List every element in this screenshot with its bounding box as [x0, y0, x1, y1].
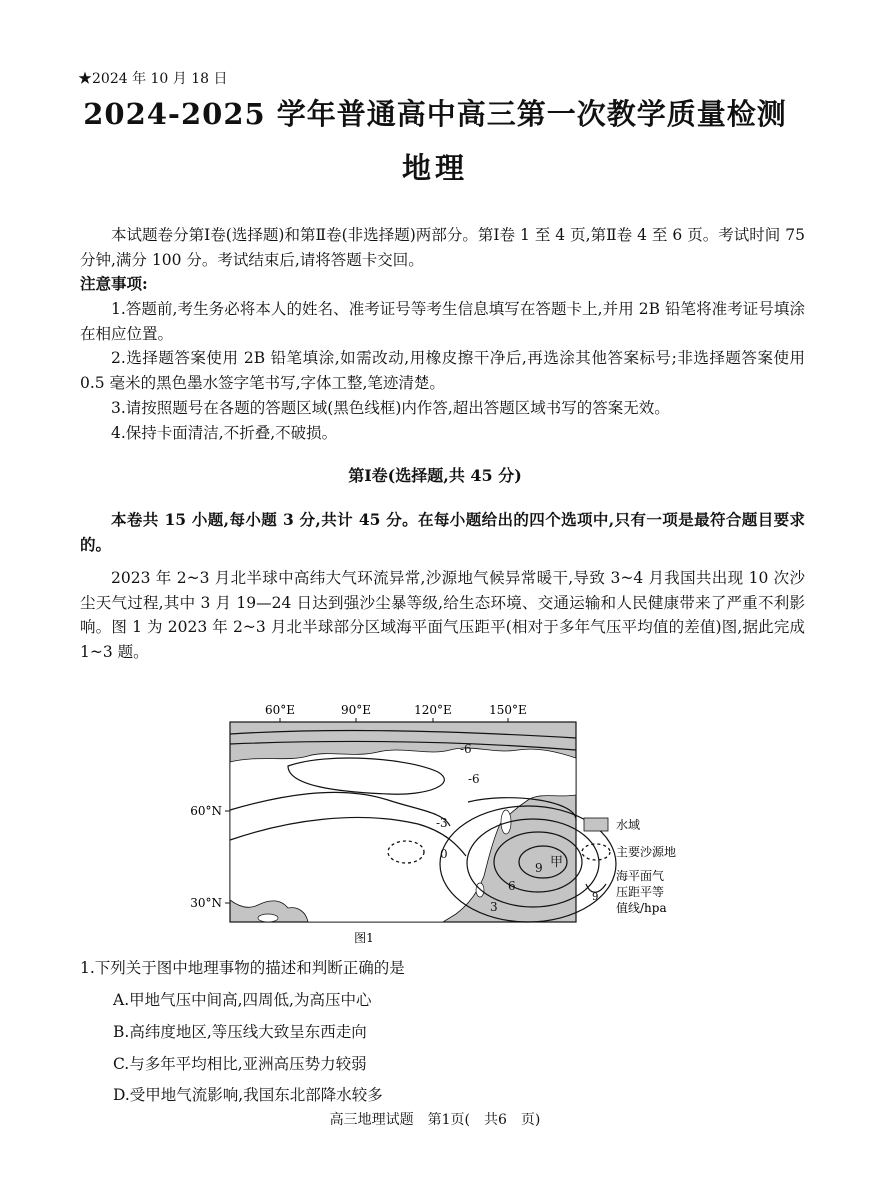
contour-label: 9 — [535, 861, 543, 875]
legend-water-label: 水域 — [616, 818, 641, 832]
question-1-option-c[interactable]: C.与多年平均相比,亚洲高压势力较弱 — [113, 1055, 367, 1073]
lat-label-30n: 30°N — [190, 896, 222, 910]
contour-label: -6 — [460, 742, 472, 756]
legend-isobar-label-line2: 压距平等 — [616, 885, 665, 899]
lon-label-60e: 60°E — [264, 703, 296, 717]
legend-dust-label: 主要沙源地 — [616, 845, 677, 859]
exam-intro: 本试题卷分第Ⅰ卷(选择题)和第Ⅱ卷(非选择题)两部分。第Ⅰ卷 1 至 4 页,第Ⅱ卷 4 至 6 页。考试时间 75 分钟,满分 100 分。考试结束后,请将答题卡交回。 — [80, 226, 805, 269]
contour-label: 3 — [490, 900, 498, 914]
question-1-stem: 1.下列关于图中地理事物的描述和判断正确的是 — [80, 959, 405, 977]
exam-subject: 地理 — [401, 151, 468, 185]
contour-label: -3 — [436, 816, 448, 830]
legend-isobar-sample-value: 9 — [592, 892, 599, 903]
section-title: 第Ⅰ卷(选择题,共 45 分) — [348, 466, 522, 485]
contour-label: 0 — [440, 847, 448, 861]
place-label-jia: 甲 — [550, 855, 564, 870]
lat-label-60n: 60°N — [190, 804, 222, 818]
island — [258, 914, 278, 922]
page-footer: 高三地理试题 第1页( 共6 页) — [329, 1112, 541, 1128]
notes-heading: 注意事项: — [80, 274, 148, 293]
lon-label-120e: 120°E — [414, 703, 452, 717]
section-instruction: 本卷共 15 小题,每小题 3 分,共计 45 分。在每小题给出的四个选项中,只有一项是最符合题目要求的。 — [80, 510, 805, 554]
note-1: 1.答题前,考生务必将本人的姓名、准考证号等考生信息填写在答题卡上,并用 2B 铅笔将准考证号填涂在相应位置。 — [80, 300, 805, 343]
question-1-option-d[interactable]: D.受甲地气流影响,我国东北部降水较多 — [113, 1086, 383, 1104]
legend-water-swatch — [584, 818, 608, 831]
exam-title: 2024-2025 学年普通高中高三第一次教学质量检测 — [83, 97, 787, 131]
question-1-option-a[interactable]: A.甲地气压中间高,四周低,为高压中心 — [113, 991, 372, 1009]
note-4: 4.保持卡面清洁,不折叠,不破损。 — [111, 424, 338, 442]
contour-label: -6 — [468, 772, 480, 786]
passage: 2023 年 2~3 月北半球中高纬大气环流异常,沙源地气候异常暖干,导致 3~4 月我国共出现 10 次沙尘天气过程,其中 3 月 19—24 日达到强沙尘暴等级,给生态环境、交通运输和人民健康带来了严重不利影响。图 1 为 2023 年 2~3 月北半球部分区域海平面气压距平(相对于多年气压平均值的差值)图,据此完成 1~3 题。 — [80, 569, 805, 661]
lon-label-150e: 150°E — [489, 703, 527, 717]
question-1-option-b[interactable]: B.高纬度地区,等压线大致呈东西走向 — [113, 1023, 367, 1041]
figure-caption: 图1 — [354, 931, 374, 945]
legend-dust-swatch — [582, 844, 610, 860]
pressure-anomaly-map — [188, 700, 728, 950]
lon-label-90e: 90°E — [340, 703, 372, 717]
legend-isobar-label-line1: 海平面气 — [616, 869, 665, 883]
contour-label: 6 — [508, 879, 516, 893]
note-3: 3.请按照题号在各题的答题区域(黑色线框)内作答,超出答题区域书写的答案无效。 — [111, 399, 670, 417]
exam-date: ★2024 年 10 月 18 日 — [78, 71, 228, 87]
legend-isobar-label-line3: 值线/hpa — [616, 901, 667, 915]
note-2: 2.选择题答案使用 2B 铅笔填涂,如需改动,用橡皮擦干净后,再选涂其他答案标号;非选择题答案使用 0.5 毫米的黑色墨水签字笔书写,字体工整,笔迹清楚。 — [80, 349, 805, 392]
